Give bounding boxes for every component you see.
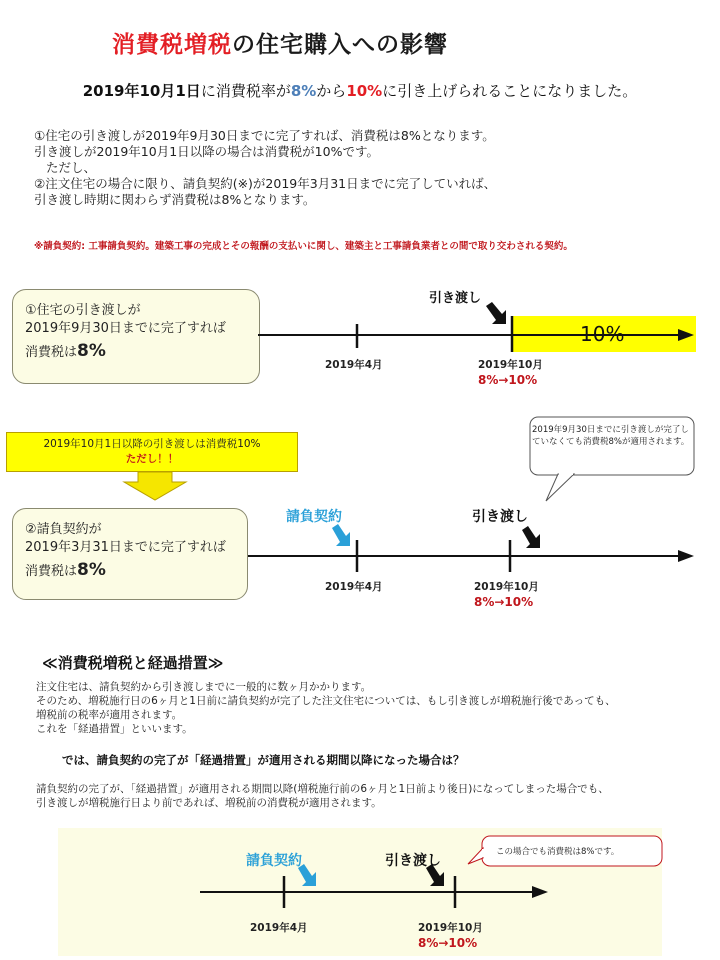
case2-tick-label-april: 2019年4月: [325, 581, 383, 593]
intro-line-3: ただし、: [46, 160, 97, 175]
intro-line-5: 引き渡し時期に関わらず消費税は8%となります。: [34, 192, 316, 207]
headline-text-3: に引き上げられることになりました。: [382, 82, 638, 100]
yellow-note-line-1: 2019年10月1日以降の引き渡しは消費税10%: [43, 438, 261, 450]
case2-box-line-3: 消費税は: [25, 564, 78, 579]
section-paragraph: [36, 680, 696, 736]
case2-handover-arrow-icon: [522, 526, 540, 548]
case1-rate-change: 8%→10%: [478, 373, 538, 387]
case3-axis-arrowhead: [532, 886, 548, 898]
intro-line-1: ①住宅の引き渡しが2019年9月30日までに完了すれば、消費税は8%となります。: [34, 128, 495, 143]
case2-box-line-2: 2019年3月31日までに完了すれば: [25, 540, 226, 555]
case2-contract-arrow-icon: [332, 524, 350, 546]
case2-box-8pct: 8%: [77, 560, 106, 580]
contract-note: ※請負契約: 工事請負契約。建築工事の完成とその報酬の支払いに関し、建築主と工事請負業者との間で取り交わされる契約。: [34, 241, 573, 252]
headline-text-2: から: [316, 82, 347, 100]
title-rest: の住宅購入への影響: [232, 32, 448, 58]
down-arrow-icon: [120, 472, 190, 502]
headline-text-1: に消費税率が: [200, 82, 291, 100]
case1-10pct-label: 10%: [580, 322, 625, 346]
headline: [0, 80, 720, 101]
yellow-note-line-2: ただし！！: [125, 453, 179, 465]
case3-contract-label: 請負契約: [246, 853, 302, 869]
section-line-5: 請負契約の完了が、「経過措置」が適用される期間以降(増税施行前の6ヶ月と1日前より後日)になってしまった場合でも、: [36, 783, 609, 795]
case2-box-line-1: ②請負契約が: [25, 522, 102, 537]
case2-axis-arrowhead: [678, 550, 694, 562]
case3-timeline: [0, 860, 720, 930]
case3-rate-change: 8%→10%: [418, 936, 478, 950]
case3-tick-label-april: 2019年4月: [250, 922, 308, 934]
case1-handover-label: 引き渡し: [429, 291, 482, 306]
case1-box-8pct: 8%: [77, 341, 106, 361]
case1-box-line-1: ①住宅の引き渡しが: [25, 303, 141, 318]
headline-10pct: 10%: [346, 82, 383, 100]
case2-rate-change: 8%→10%: [474, 595, 534, 609]
case1-box-line-2: 2019年9月30日までに完了すれば: [25, 321, 226, 336]
case1-box-line-3: 消費税は: [25, 345, 78, 360]
yellow-note: [6, 432, 298, 472]
case1-tick-label-april: 2019年4月: [325, 359, 383, 371]
section-line-3: 増税前の税率が適用されます。: [36, 709, 183, 721]
case1-handover-arrow-icon: [486, 302, 506, 324]
intro-line-4: ②注文住宅の場合に限り、請負契約(※)が2019年3月31日までに完了していれば、: [34, 176, 497, 191]
case2-handover-label: 引き渡し: [472, 509, 528, 525]
section-line-6: 引き渡しが増税施行日より前であれば、増税前の消費税が適用されます。: [36, 797, 382, 809]
headline-date: 2019年10月1日: [82, 82, 201, 100]
case3-handover-label: 引き渡し: [385, 853, 441, 869]
intro-paragraph: [34, 128, 694, 208]
section-line-1: 注文住宅は、請負契約から引き渡しまでに一般的に数ヶ月かかります。: [36, 681, 372, 693]
case2-contract-label: 請負契約: [286, 509, 342, 525]
title-red: 消費税増税: [112, 32, 232, 58]
case2-tick-label-october: 2019年10月: [474, 581, 539, 593]
section-line-2: そのため、増税施行日の6ヶ月と1日前に請負契約が完了した注文住宅については、もし引き渡しが増税施行後であっても、: [36, 695, 616, 707]
section-paragraph-2: [36, 782, 706, 810]
intro-line-2: 引き渡しが2019年10月1日以降の場合は消費税が10%です。: [34, 144, 379, 159]
case2-bubble-text: 2019年9月30日までに引き渡しが完了していなくても消費税8%が適用されます。: [532, 425, 690, 447]
case1-tick-label-october: 2019年10月: [478, 359, 543, 371]
case3-tick-label-october: 2019年10月: [418, 922, 483, 934]
section-question: では、請負契約の完了が「経過措置」が適用される期間以降になった場合は？: [62, 753, 465, 767]
section-line-4: これを「経過措置」といいます。: [36, 723, 193, 735]
case3-bubble-text: この場合でも消費税は8%です。: [496, 847, 620, 857]
headline-8pct: 8%: [290, 82, 317, 100]
page-title: [0, 26, 560, 59]
section-title: ≪消費税増税と経過措置≫: [42, 654, 224, 672]
